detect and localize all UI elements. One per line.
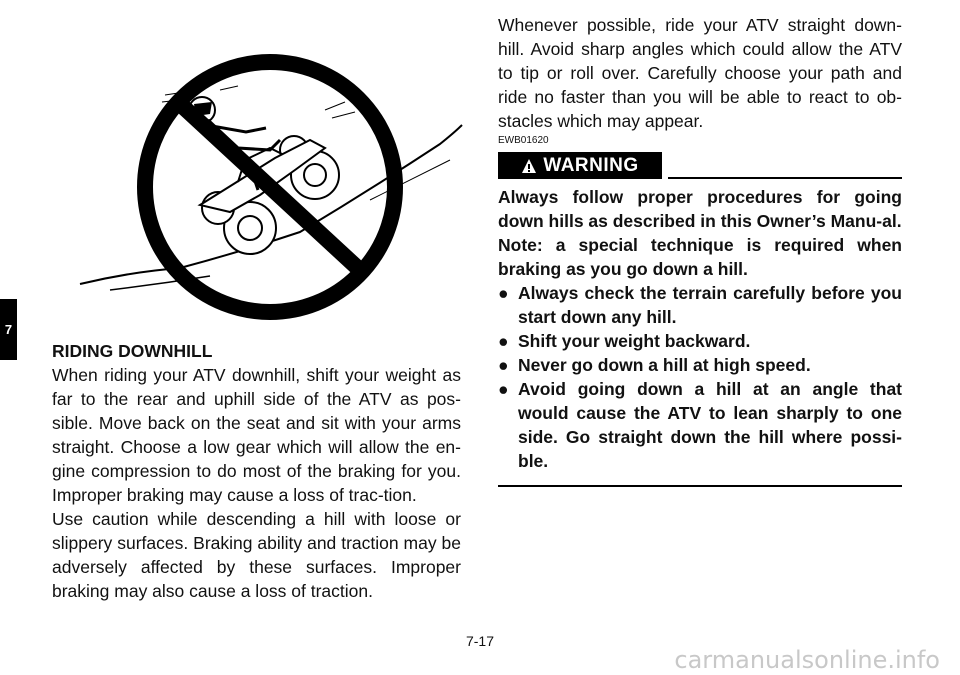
list-item (498, 329, 902, 353)
warning-icon (521, 158, 537, 174)
right-column (498, 13, 902, 487)
page-number: 7-17 (465, 633, 495, 649)
bullet-text: Shift your weight backward. (518, 331, 751, 351)
warning-label: WARNING (543, 154, 639, 176)
warning-end-rule (498, 485, 902, 487)
atv-downhill-prohibited-icon (70, 40, 470, 340)
chapter-tab: 7 (0, 299, 17, 360)
watermark: carmanualsonline.info (674, 646, 940, 674)
section-heading: RIDING DOWNHILL (52, 341, 213, 361)
bullet-text: Avoid going down a hill at an angle that would cause the ATV to lean sharply to one side. Go straight down the hill where possi-ble. (518, 379, 902, 471)
warning-code: EWB01620 (498, 135, 549, 146)
riding-downhill-paragraph: When riding your ATV downhill, shift your weight as far to the rear and uphill side of the ATV as pos-sible. Move back on the seat and sit with your arms straight. Choose a low gear which will allow the en-gine compression to do most of the braking for you. Improper braking may cause a loss of trac-tion. (52, 365, 461, 505)
list-item (498, 377, 902, 473)
left-column (52, 339, 461, 603)
bullet-text: Always check the terrain carefully before you start down any hill. (518, 283, 902, 327)
warning-note: Note: a special technique is required when braking as you go down a hill. (498, 235, 902, 279)
bullet-text: Never go down a hill at high speed. (518, 355, 811, 375)
warning-rule (668, 177, 902, 179)
warning-bullet-list (498, 281, 902, 473)
warning-badge (498, 152, 662, 179)
bullet-dot: ● (498, 379, 509, 399)
warning-header (498, 149, 902, 179)
bullet-dot: ● (498, 331, 509, 351)
bullet-dot: ● (498, 283, 509, 303)
list-item (498, 281, 902, 329)
loose-surface-paragraph: Use caution while descending a hill with loose or slippery surfaces. Braking ability and traction may be adversely affected by these surfaces. Improper braking may also cause a loss of traction. (52, 509, 461, 601)
list-item (498, 353, 902, 377)
warning-text: Always follow proper procedures for going down hills as described in this Owner’s Manu-al. (498, 187, 902, 231)
bullet-dot: ● (498, 355, 509, 375)
straight-downhill-paragraph: Whenever possible, ride your ATV straight down-hill. Avoid sharp angles which could allow the ATV to tip or roll over. Carefully choose your path and ride no faster than you will be able to react to ob-stacles which may appear. (498, 15, 902, 131)
